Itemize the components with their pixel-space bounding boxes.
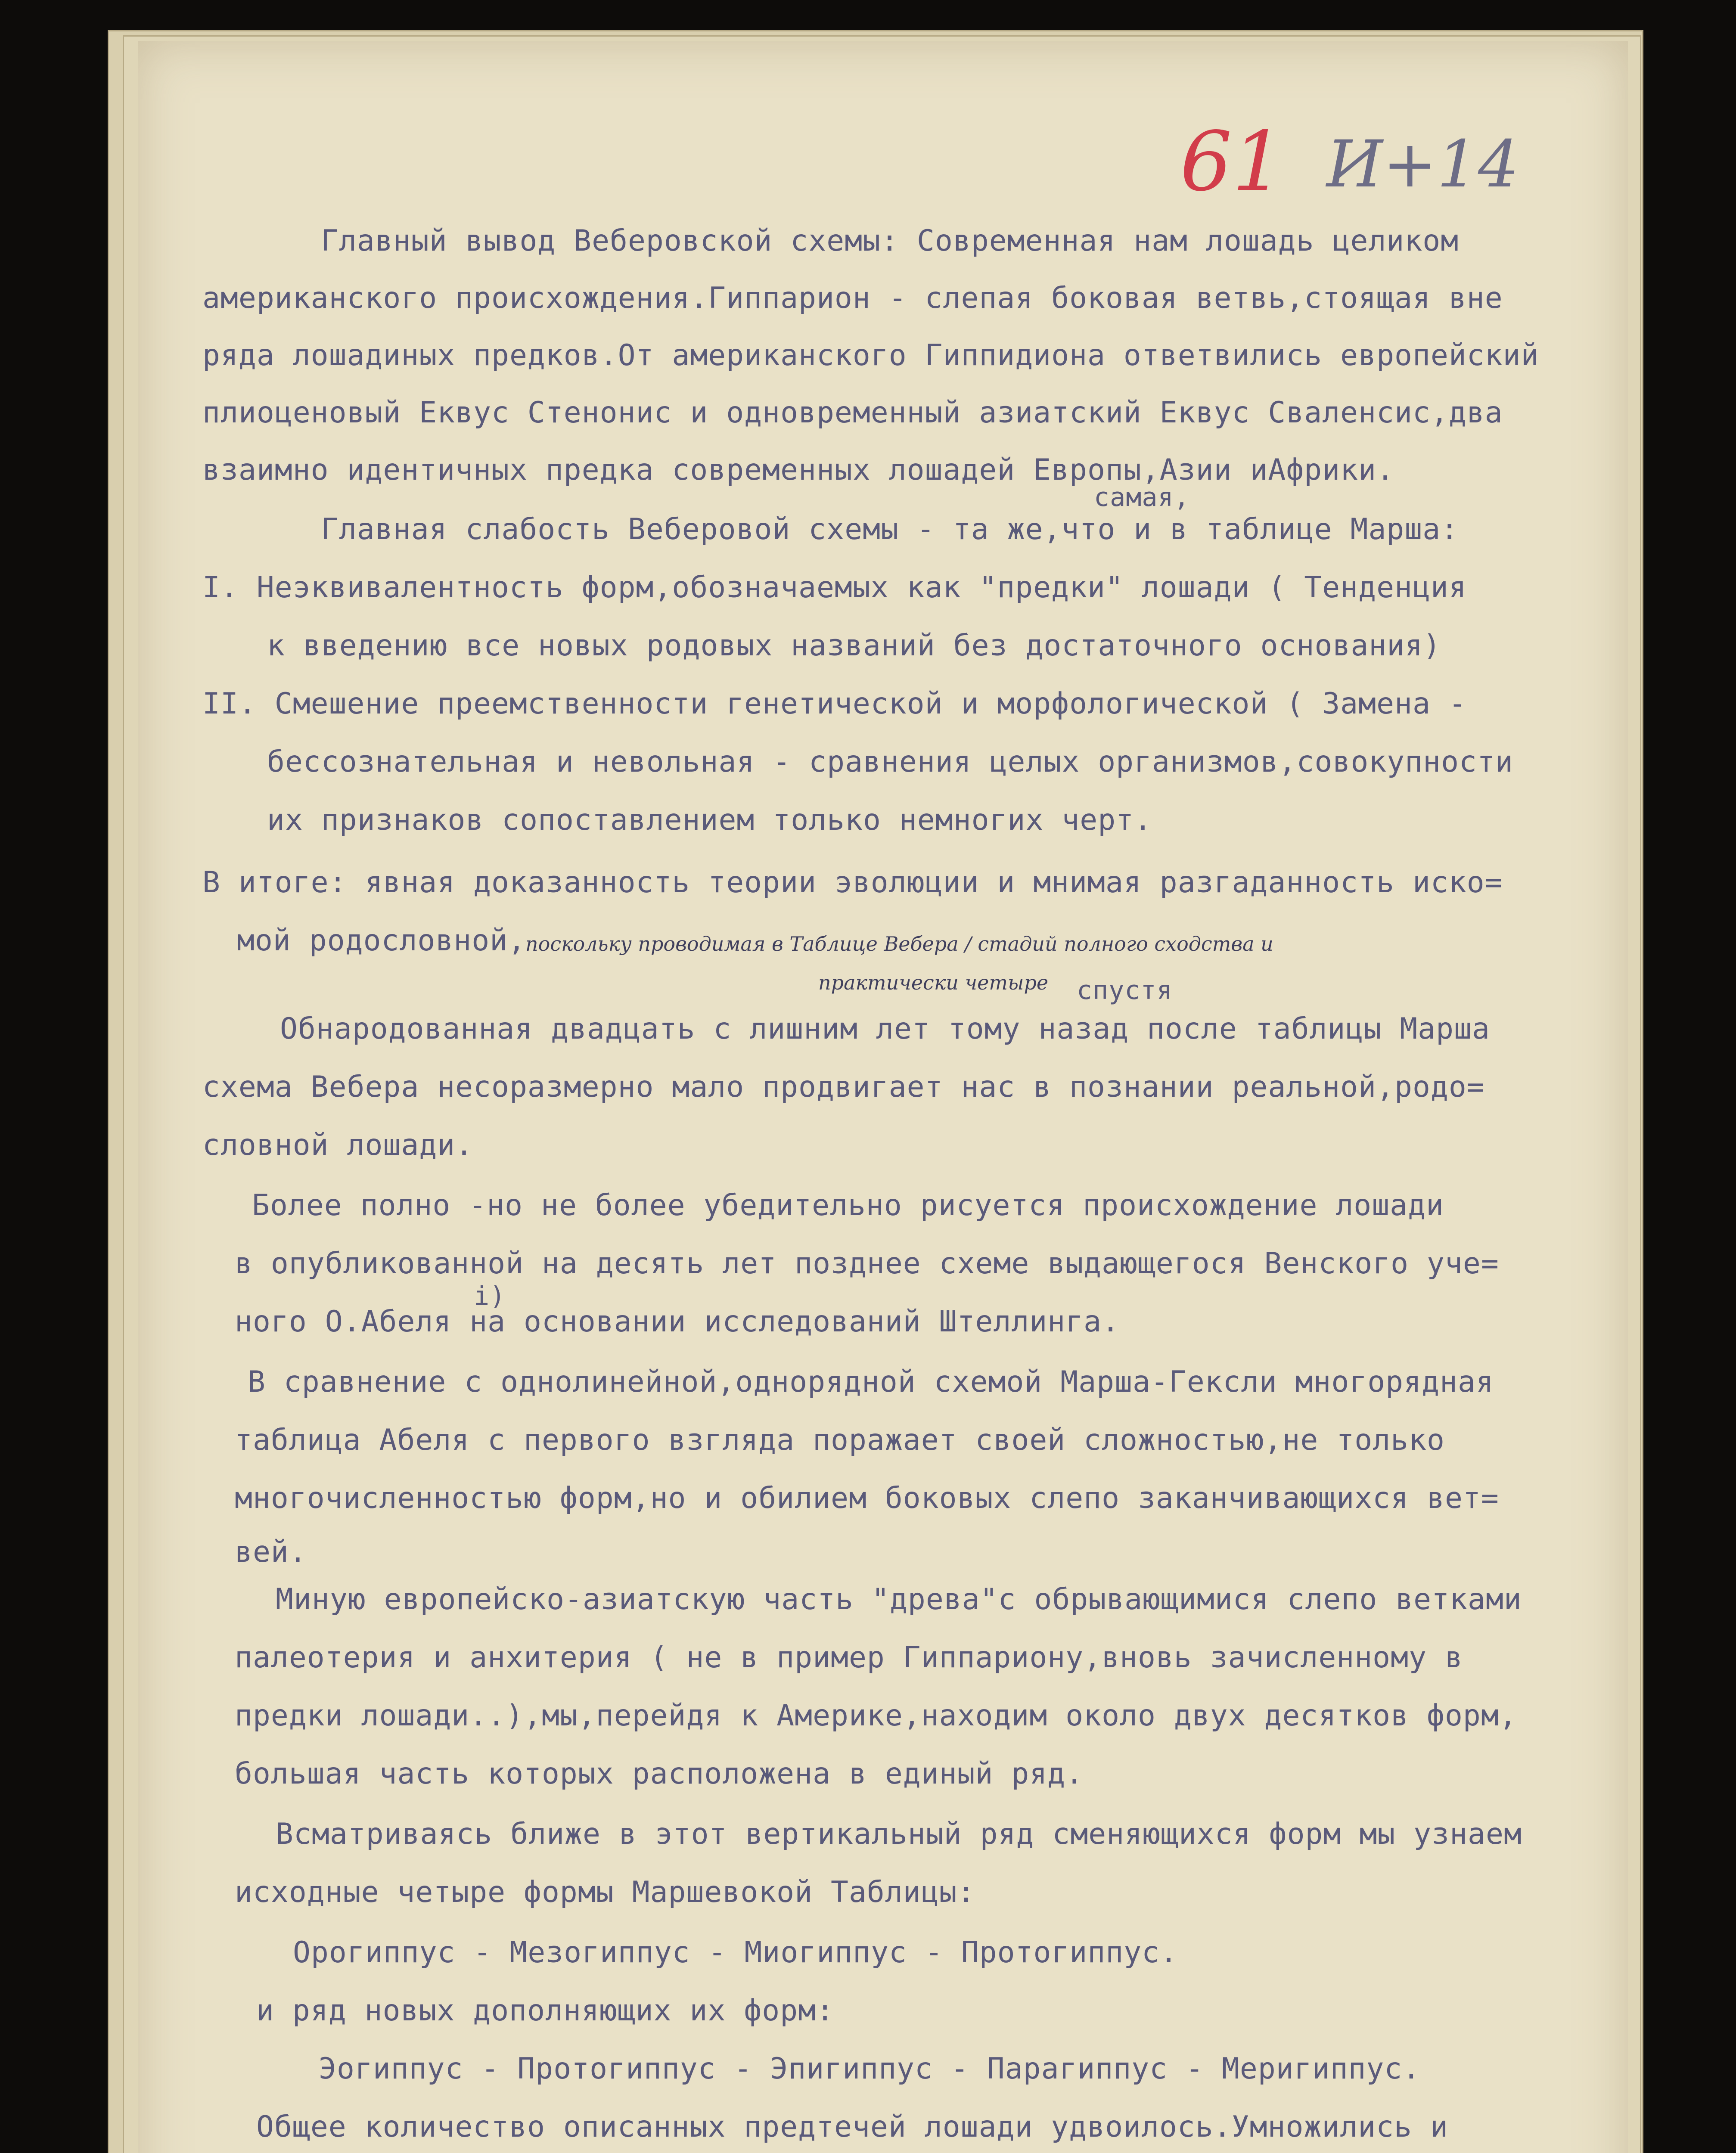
text-line: Миную европейско-азиатскую часть "древа"с обрывающимися слепо ветками <box>276 1582 1522 1616</box>
text-line: бессознательная и невольная - сравнения целых организмов,совокупности <box>267 745 1513 779</box>
footnote-marker: i) <box>474 1281 506 1311</box>
text-line: палеотерия и анхитерия ( не в пример Гиппариону,вновь зачисленному в <box>235 1641 1463 1675</box>
text-line: в опубликованной на десять лет позднее схеме выдающегося Венского уче= <box>235 1247 1499 1281</box>
text-line: американского происхождения.Гиппарион - слепая боковая ветвь,стоящая вне <box>202 281 1503 315</box>
text-line: схема Вебера несоразмерно мало продвигает нас в познании реальной,родо= <box>202 1070 1485 1104</box>
text-line: большая часть которых расположена в единый ряд. <box>235 1757 1084 1791</box>
text-line: В сравнение с однолинейной,однорядной схемой Марша-Гексли многорядная <box>248 1365 1494 1399</box>
text-line: I. Неэквивалентность форм,обозначаемых как "предки" лошади ( Тенденция <box>202 571 1467 605</box>
text-line: Главная слабость Веберовой схемы - та же,что и в таблице Марша: <box>321 512 1459 546</box>
text-line: многочисленностью форм,но и обилием боковых слепо заканчивающихся вет= <box>235 1481 1499 1515</box>
text-line: Главный вывод Веберовской схемы: Современная нам лошадь целиком <box>321 224 1459 258</box>
text-line: словной лошади. <box>202 1128 474 1162</box>
text-line: плиоценовый Еквус Стенонис и одновременный азиатский Еквус Сваленсис,два <box>202 396 1503 430</box>
text-line: Более полно -но не более убедительно рисуется происхождение лошади <box>252 1188 1444 1222</box>
text-line: Общее количество описанных предтечей лошади удвоилось.Умножились и <box>256 2110 1449 2144</box>
text-line: ного О.Абеля на основании исследований Штеллинга. <box>235 1305 1120 1339</box>
text-line: их признаков сопоставлением только немногих черт. <box>267 803 1152 837</box>
text-line: II. Смешение преемственности генетической и морфологической ( Замена - <box>202 687 1467 721</box>
text-line: ряда лошадиных предков.От американского Гиппидиона ответвились европейский <box>202 338 1539 372</box>
text-line: таблица Абеля с первого взгляда поражает своей сложностью,не только <box>235 1423 1445 1457</box>
text-line: предки лошади..),мы,перейдя к Америке,находим около двух десятков форм, <box>235 1699 1517 1733</box>
text-line: вей. <box>235 1535 307 1569</box>
handwritten-note: поскольку проводимая в Таблице Вебера / стадий полного сходства и <box>525 932 1273 956</box>
handwritten-note: практически четыре <box>818 971 1049 994</box>
text-line: к введению все новых родовых названий без достаточного основания) <box>267 629 1441 663</box>
document-page <box>138 41 1628 2153</box>
text-line: мой родословной, <box>237 924 526 958</box>
text-line: Обнародованная двадцать с лишним лет тому назад после таблицы Марша <box>280 1012 1490 1046</box>
text-line: взаимно идентичных предка современных лошадей Европы,Азии иАфрики. <box>202 453 1395 487</box>
text-line: В итоге: явная доказанность теории эволюции и мнимая разгаданность иско= <box>202 866 1503 900</box>
text-line: Орогиппус - Мезогиппус - Миогиппус - Протогиппус. <box>293 1936 1178 1970</box>
text-line: и ряд новых дополняющих их форм: <box>256 1994 835 2028</box>
text-line: Всматриваясь ближе в этот вертикальный ряд сменяющихся форм мы узнаем <box>276 1817 1522 1851</box>
page-number: 61 <box>1180 114 1284 209</box>
text-line: самая, <box>1094 482 1190 512</box>
archive-mark: И+14 <box>1326 127 1519 202</box>
text-line: спустя <box>1077 975 1173 1005</box>
text-line: Эогиппус - Протогиппус - Эпигиппус - Парагиппус - Меригиппус. <box>319 2052 1421 2086</box>
text-line: исходные четыре формы Маршевокой Таблицы: <box>235 1875 975 1909</box>
